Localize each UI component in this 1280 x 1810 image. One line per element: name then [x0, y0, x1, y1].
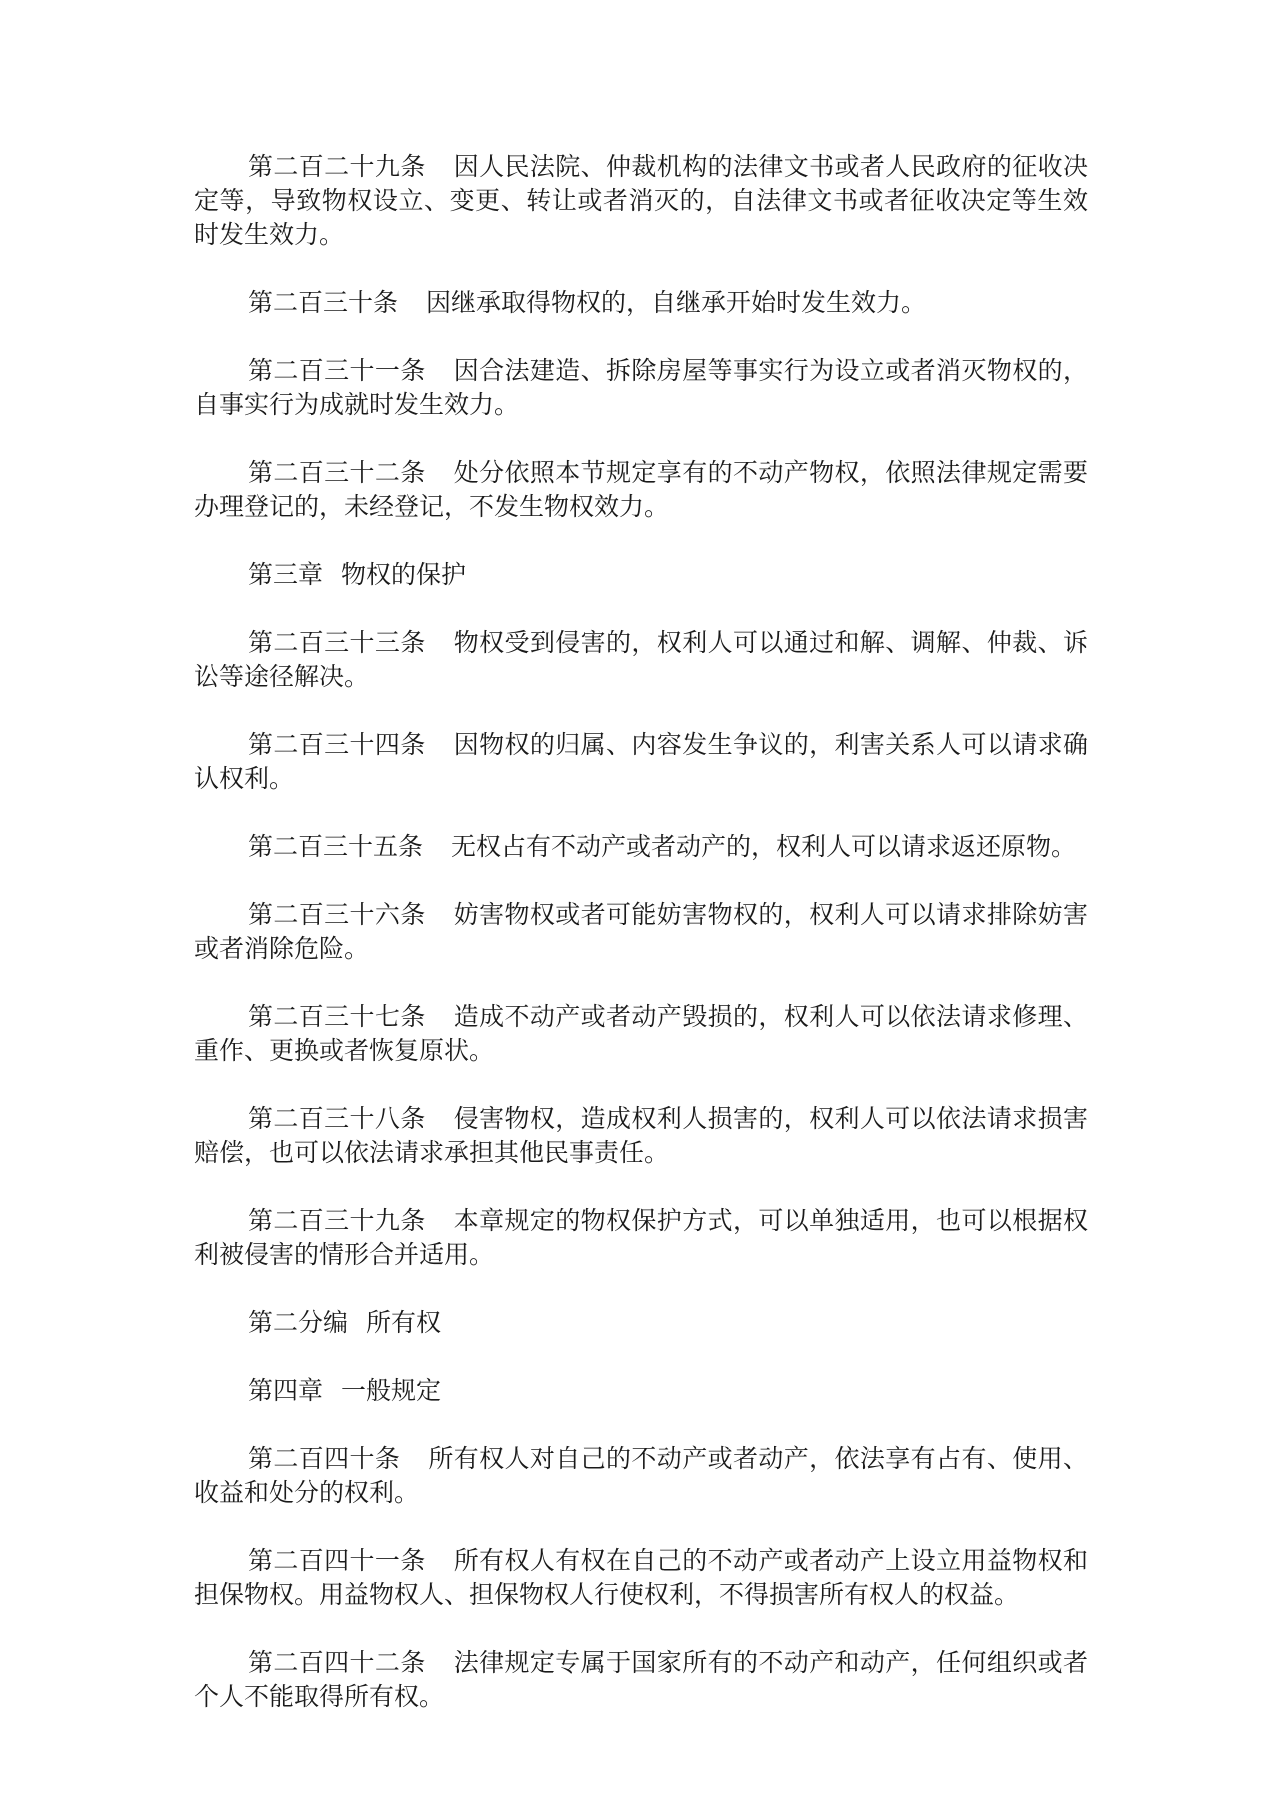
- article-number: 第二百三十三条: [248, 628, 426, 657]
- article-number: 第二百三十六条: [248, 900, 426, 929]
- article-text: 侵害物权，造成权利人损害的，权利人可以依法请求损害赔偿，也可以依法请求承担其他民事责任。: [194, 1104, 1088, 1167]
- part-2-heading: [194, 1306, 1088, 1340]
- article-text: 本章规定的物权保护方式，可以单独适用，也可以根据权利被侵害的情形合并适用。: [194, 1206, 1088, 1269]
- document-page: [194, 150, 1088, 1748]
- article-number: 第二百三十七条: [248, 1002, 426, 1031]
- article-230: [194, 286, 1088, 320]
- article-234: [194, 728, 1088, 796]
- heading-text: 一般规定: [341, 1376, 442, 1405]
- article-text: 因继承取得物权的，自继承开始时发生效力。: [426, 288, 927, 317]
- article-232: [194, 456, 1088, 524]
- chapter-3-heading: [194, 558, 1088, 592]
- article-number: 第二百三十八条: [248, 1104, 426, 1133]
- article-text: 妨害物权或者可能妨害物权的，权利人可以请求排除妨害或者消除危险。: [194, 900, 1088, 963]
- article-number: 第二百四十二条: [248, 1648, 426, 1677]
- article-233: [194, 626, 1088, 694]
- heading-text: 物权的保护: [341, 560, 467, 589]
- article-236: [194, 898, 1088, 966]
- article-number: 第二百四十一条: [248, 1546, 426, 1575]
- article-number: 第二百三十五条: [248, 832, 424, 861]
- article-text: 法律规定专属于国家所有的不动产和动产，任何组织或者个人不能取得所有权。: [194, 1648, 1088, 1711]
- article-text: 造成不动产或者动产毁损的，权利人可以依法请求修理、重作、更换或者恢复原状。: [194, 1002, 1088, 1065]
- article-number: 第二百三十一条: [248, 356, 426, 385]
- article-text: 所有权人对自己的不动产或者动产，依法享有占有、使用、收益和处分的权利。: [194, 1444, 1088, 1507]
- article-235: [194, 830, 1088, 864]
- heading-number: 第四章: [248, 1376, 324, 1405]
- heading-number: 第三章: [248, 560, 324, 589]
- article-text: 因人民法院、仲裁机构的法律文书或者人民政府的征收决定等，导致物权设立、变更、转让或者消灭的，自法律文书或者征收决定等生效时发生效力。: [194, 152, 1088, 249]
- article-241: [194, 1544, 1088, 1612]
- article-237: [194, 1000, 1088, 1068]
- article-text: 物权受到侵害的，权利人可以通过和解、调解、仲裁、诉讼等途径解决。: [194, 628, 1088, 691]
- article-231: [194, 354, 1088, 422]
- article-text: 无权占有不动产或者动产的，权利人可以请求返还原物。: [451, 832, 1077, 861]
- article-text: 因合法建造、拆除房屋等事实行为设立或者消灭物权的，自事实行为成就时发生效力。: [194, 356, 1088, 419]
- heading-text: 所有权: [366, 1308, 442, 1337]
- article-text: 处分依照本节规定享有的不动产物权，依照法律规定需要办理登记的，未经登记，不发生物权效力。: [194, 458, 1088, 521]
- article-242: [194, 1646, 1088, 1714]
- article-number: 第二百三十九条: [248, 1206, 426, 1235]
- article-number: 第二百三十四条: [248, 730, 426, 759]
- article-number: 第二百三十条: [248, 288, 399, 317]
- chapter-4-heading: [194, 1374, 1088, 1408]
- article-number: 第二百四十条: [248, 1444, 401, 1473]
- article-number: 第二百三十二条: [248, 458, 426, 487]
- heading-number: 第二分编: [248, 1308, 349, 1337]
- article-text: 因物权的归属、内容发生争议的，利害关系人可以请求确认权利。: [194, 730, 1088, 793]
- article-240: [194, 1442, 1088, 1510]
- article-text: 所有权人有权在自己的不动产或者动产上设立用益物权和担保物权。用益物权人、担保物权人行使权利，不得损害所有权人的权益。: [194, 1546, 1088, 1609]
- article-229: [194, 150, 1088, 252]
- article-238: [194, 1102, 1088, 1170]
- article-239: [194, 1204, 1088, 1272]
- article-number: 第二百二十九条: [248, 152, 426, 181]
